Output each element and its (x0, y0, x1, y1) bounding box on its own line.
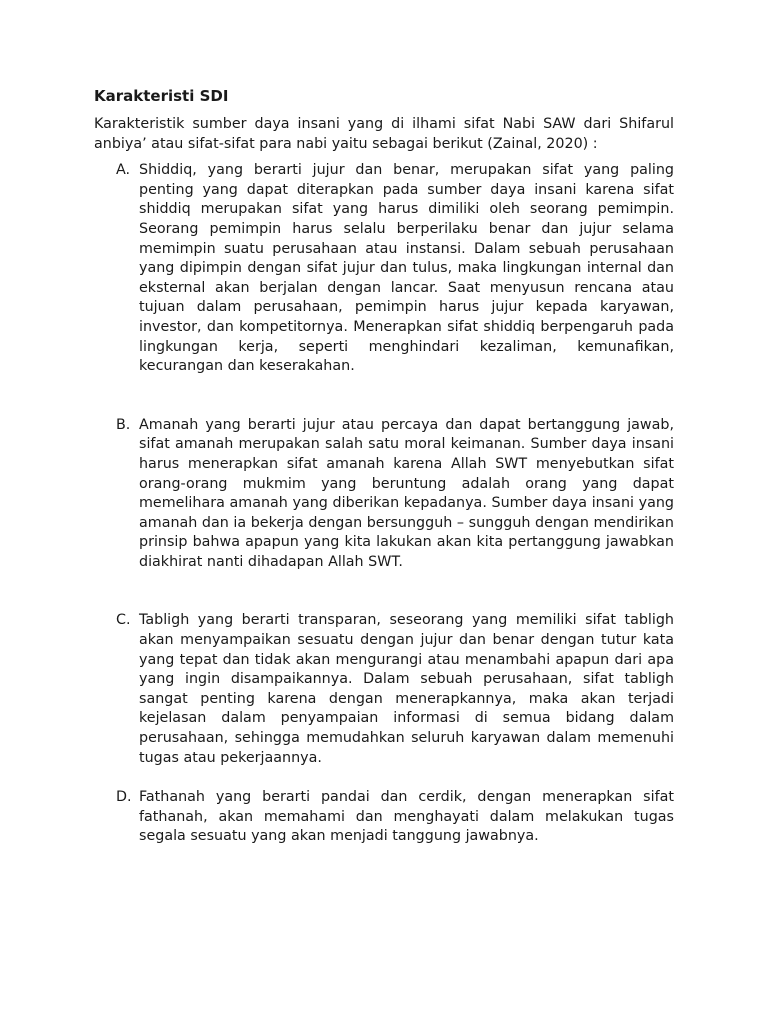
list-marker-d: D. (116, 789, 132, 806)
list-item-text-fathanah: Fathanah yang berarti pandai dan cerdik, dengan menerapkan sifat fathanah, akan memahami dan menghayati dalam melakukan tugas segala sesuatu yang akan menjadi tanggung jawabnya. (139, 789, 674, 845)
list-item-amanah (94, 416, 674, 573)
list-marker-b: B. (116, 416, 131, 433)
list-item-tabligh (94, 611, 674, 768)
list-item-text-tabligh: Tabligh yang berarti transparan, seseorang yang memiliki sifat tabligh akan menyampaikan sesuatu dengan jujur dan benar dengan tutur kata yang tepat dan tidak akan mengurangi atau menambahi apapun dari apa yang ingin disampaikannya. Dalam sebuah perusahaan, sifat tabligh sangat penting karena dengan menerapkannya, maka akan terjadi kejelasan dalam penyampaian informasi di semua bidang dalam perusahaan, sehingga memudahkan seluruh karyawan dalam memenuhi tugas atau pekerjaannya. (139, 612, 674, 766)
intro-paragraph: Karakteristik sumber daya insani yang di ilhami sifat Nabi SAW dari Shifarul anbiya’ atau sifat-sifat para nabi yaitu sebagai berikut (Zainal, 2020) : (94, 116, 674, 152)
list-marker-c: C. (116, 612, 131, 629)
list-item-fathanah (94, 788, 674, 847)
list-item-text-amanah: Amanah yang berarti jujur atau percaya dan dapat bertanggung jawab, sifat amanah merupakan salah satu moral keimanan. Sumber daya insani harus menerapkan sifat amanah karena Allah SWT menyebutkan sifat orang-orang mukmim yang beruntung adalah orang yang dapat memelihara amanah yang diberikan kepadanya. Sumber daya insani yang amanah dan ia bekerja dengan bersungguh – sungguh dengan mendirikan prinsip bahwa apapun yang kita lakukan akan kita pertanggung jawabkan diakhirat nanti dihadapan Allah SWT. (139, 416, 674, 570)
characteristics-list (94, 161, 674, 847)
section-heading: Karakteristi SDI (94, 87, 229, 105)
document-page (94, 86, 674, 847)
list-marker-a: A. (116, 162, 131, 179)
list-item-text-shiddiq: Shiddiq, yang berarti jujur dan benar, merupakan sifat yang paling penting yang dapat diterapkan pada sumber daya insani karena sifat shiddiq merupakan sifat yang harus dimiliki oleh seorang pemimpin. Seorang pemimpin harus selalu berperilaku benar dan jujur selama memimpin suatu perusahaan atau instansi. Dalam sebuah perusahaan yang dipimpin dengan sifat jujur dan tulus, maka lingkungan internal dan eksternal akan berjalan dengan lancar. Saat menyusun rencana atau tujuan dalam perusahaan, pemimpin harus jujur kepada karyawan, investor, dan kompetitornya. Menerapkan sifat shiddiq berpengaruh pada lingkungan kerja, seperti menghindari kezaliman, kemunafikan, kecurangan dan keserakahan. (139, 162, 674, 375)
list-item-shiddiq (94, 161, 674, 377)
